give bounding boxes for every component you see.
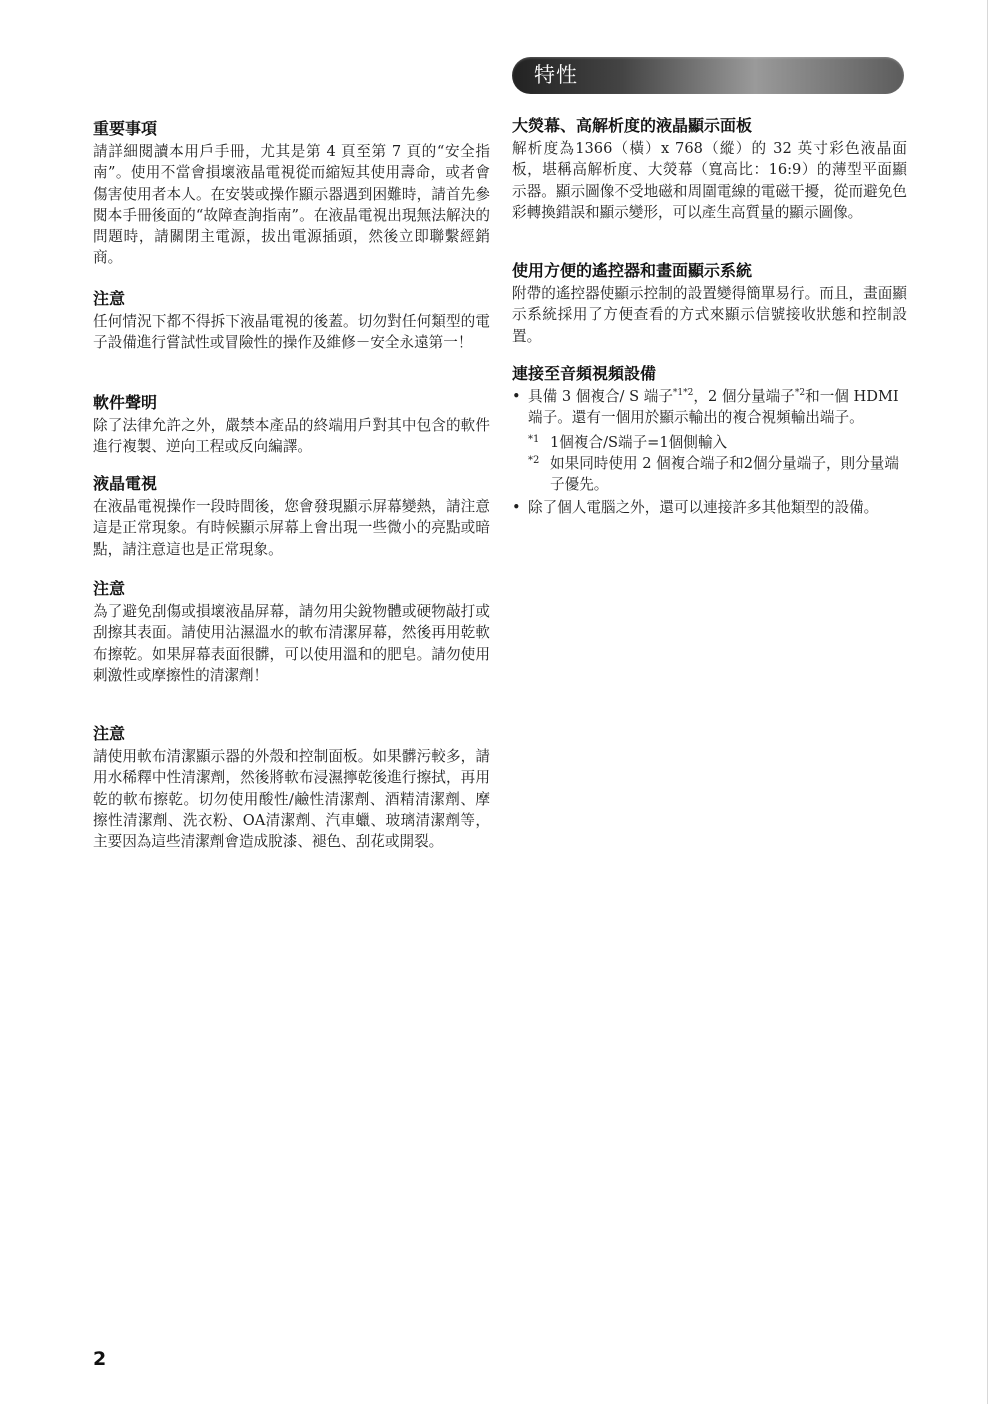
section-body: 請使用軟布清潔顯示器的外殼和控制面板。如果髒污較多，請用水稀釋中性清潔劑，然後將軟布浸濕擰乾後進行擦拭，再用乾的軟布擦乾。切勿使用酸性/鹼性清潔劑、酒精清潔劑、摩擦性清潔劑、洗衣粉、OA清潔劑、汽車蠟、玻璃清潔劑等，主要因為這些清潔劑會造成脫漆、褪色、刮花或開裂。 — [93, 748, 490, 851]
bullet-item-terminals — [512, 386, 907, 429]
section-heading: 大熒幕、高解析度的液晶顯示面板 — [512, 116, 753, 135]
footnote-text: 如果同時使用 2 個複合端子和2個分量端子，則分量端子優先。 — [550, 454, 899, 494]
section-heading: 軟件聲明 — [93, 393, 158, 412]
section-feature-lcd-panel — [512, 116, 907, 223]
section-body: 請詳細閱讀本用戶手冊，尤其是第 4 頁至第 7 頁的“安全指南”。使用不當會損壞液晶電視從而縮短其使用壽命，或者會傷害使用者本人。在安裝或操作顯示器遇到困難時，請首先參閱本手冊後面的“故障查詢指南”。在液晶電視出現無法解決的問題時，請關閉主電源，拔出電源插頭，然後立即聯繫經銷商。 — [93, 143, 490, 267]
section-heading: 注意 — [93, 289, 126, 308]
footnote-text: 1個複合/S端子=1個側輸入 — [550, 433, 728, 451]
bullet-text-part: ，2 個分量端子 — [693, 388, 795, 405]
footnote-list — [528, 432, 907, 496]
features-banner-title: 特性 — [534, 63, 578, 87]
section-feature-av-connections — [512, 364, 907, 519]
bullet-item-other-devices — [512, 497, 907, 518]
section-feature-remote-osd — [512, 261, 907, 347]
section-body: 在液晶電視操作一段時間後，您會發現顯示屏幕變熱，請注意這是正常現象。有時候顯示屏幕上會出現一些微小的亮點或暗點，請注意這也是正常現象。 — [93, 498, 490, 558]
section-caution-cabinet-cleaning — [93, 724, 490, 852]
section-body: 為了避免刮傷或損壞液晶屏幕，請勿用尖銳物體或硬物敲打或刮擦其表面。請使用沾濕溫水的軟布清潔屏幕，然後再用乾軟布擦乾。如果屏幕表面很髒，可以使用溫和的肥皂。請勿使用刺激性或摩擦性的清潔劑！ — [93, 603, 490, 684]
feature-bullet-list — [512, 497, 907, 518]
page-edge-line — [987, 0, 988, 1404]
section-body: 任何情況下都不得拆下液晶電視的後蓋。切勿對任何類型的電子設備進行嘗試性或冒險性的操作及維修－安全永遠第一！ — [93, 313, 490, 352]
bullet-dot-icon: • — [512, 388, 521, 405]
feature-bullet-list — [512, 386, 907, 429]
bullet-text-part: 具備 3 個複合/ S 端子 — [528, 388, 673, 405]
section-body: 除了法律允許之外，嚴禁本產品的終端用戶對其中包含的軟件進行複製、逆向工程或反向編譯。 — [93, 417, 490, 456]
section-caution-back-cover — [93, 289, 490, 354]
section-heading: 注意 — [93, 579, 126, 598]
section-heading: 注意 — [93, 724, 126, 743]
section-heading: 使用方便的遙控器和畫面顯示系統 — [512, 261, 753, 280]
bullet-text-part: 和一個 HDMI 端子。還有一個用於顯示輸出的複合視頻輸出端子。 — [528, 388, 899, 427]
bullet-text: 除了個人電腦之外，還可以連接許多其他類型的設備。 — [528, 499, 879, 517]
section-body: 附帶的遙控器使顯示控制的設置變得簡單易行。而且，畫面顯示系統採用了方便查看的方式來顯示信號接收狀態和控制設置。 — [512, 285, 907, 345]
section-heading: 重要事項 — [93, 119, 158, 138]
footnote-mark: *1 — [528, 433, 540, 445]
footnote-mark: *2 — [794, 388, 806, 399]
footnote-mark: *1*2 — [672, 388, 694, 399]
footnote-item — [528, 432, 907, 453]
section-software-notice — [93, 393, 490, 458]
section-heading: 液晶電視 — [93, 474, 158, 493]
footnote-mark: *2 — [528, 454, 540, 466]
footnote-item — [528, 453, 907, 496]
section-body: 解析度為1366（橫）x 768（縱）的 32 英寸彩色液晶面板，堪稱高解析度、大熒幕（寬高比：16:9）的薄型平面顯示器。顯示圖像不受地磁和周圍電線的電磁干擾，從而避免色彩轉換錯誤和顯示變形，可以產生高質量的顯示圖像。 — [512, 140, 907, 221]
section-caution-screen-cleaning — [93, 579, 490, 686]
features-banner — [512, 57, 904, 94]
bullet-dot-icon: • — [512, 499, 521, 517]
section-heading: 連接至音頻視頻設備 — [512, 364, 657, 383]
section-lcd-tv — [93, 474, 490, 560]
page-number: 2 — [93, 1348, 107, 1370]
section-important-notice — [93, 119, 490, 269]
